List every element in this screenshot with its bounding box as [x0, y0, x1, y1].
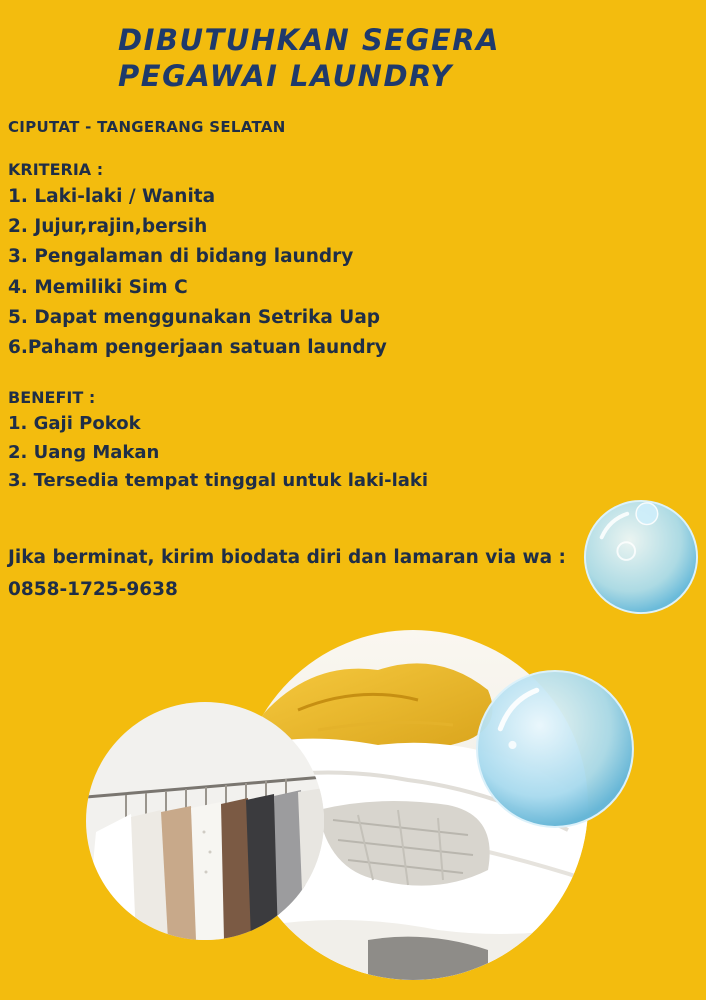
criteria-item: 3. Pengalaman di bidang laundry — [8, 246, 354, 268]
criteria-item: 6.Paham pengerjaan satuan laundry — [8, 337, 387, 359]
contact-instruction: Jika berminat, kirim biodata diri dan lamaran via wa : — [8, 547, 566, 568]
criteria-item: 5. Dapat menggunakan Setrika Uap — [8, 306, 381, 328]
title-line-2: PEGAWAI LAUNDRY — [118, 59, 453, 93]
title-line-1: DIBUTUHKAN SEGERA — [118, 23, 500, 57]
location-label: CIPUTAT - TANGERANG SELATAN — [8, 118, 286, 136]
contact-block — [8, 542, 566, 606]
benefit-list — [8, 410, 428, 496]
soap-bubble-large — [474, 668, 636, 830]
benefit-item: 1. Gaji Pokok — [8, 413, 141, 434]
poster-title — [118, 22, 500, 94]
criteria-section — [8, 158, 387, 363]
criteria-heading: KRITERIA : — [8, 160, 104, 179]
contact-phone: 0858-1725-9638 — [8, 579, 178, 600]
criteria-item: 4. Memiliki Sim C — [8, 276, 188, 298]
soap-bubble-small — [582, 498, 700, 616]
benefit-item: 2. Uang Makan — [8, 441, 160, 463]
benefit-item: 3. Tersedia tempat tinggal untuk laki-laki — [8, 470, 429, 491]
criteria-item: 2. Jujur,rajin,bersih — [8, 216, 208, 238]
benefit-heading: BENEFIT : — [8, 388, 96, 407]
criteria-item: 1. Laki-laki / Wanita — [8, 186, 216, 207]
benefit-section — [8, 386, 428, 496]
criteria-list — [8, 182, 387, 363]
clothes-rack-photo — [86, 702, 324, 940]
